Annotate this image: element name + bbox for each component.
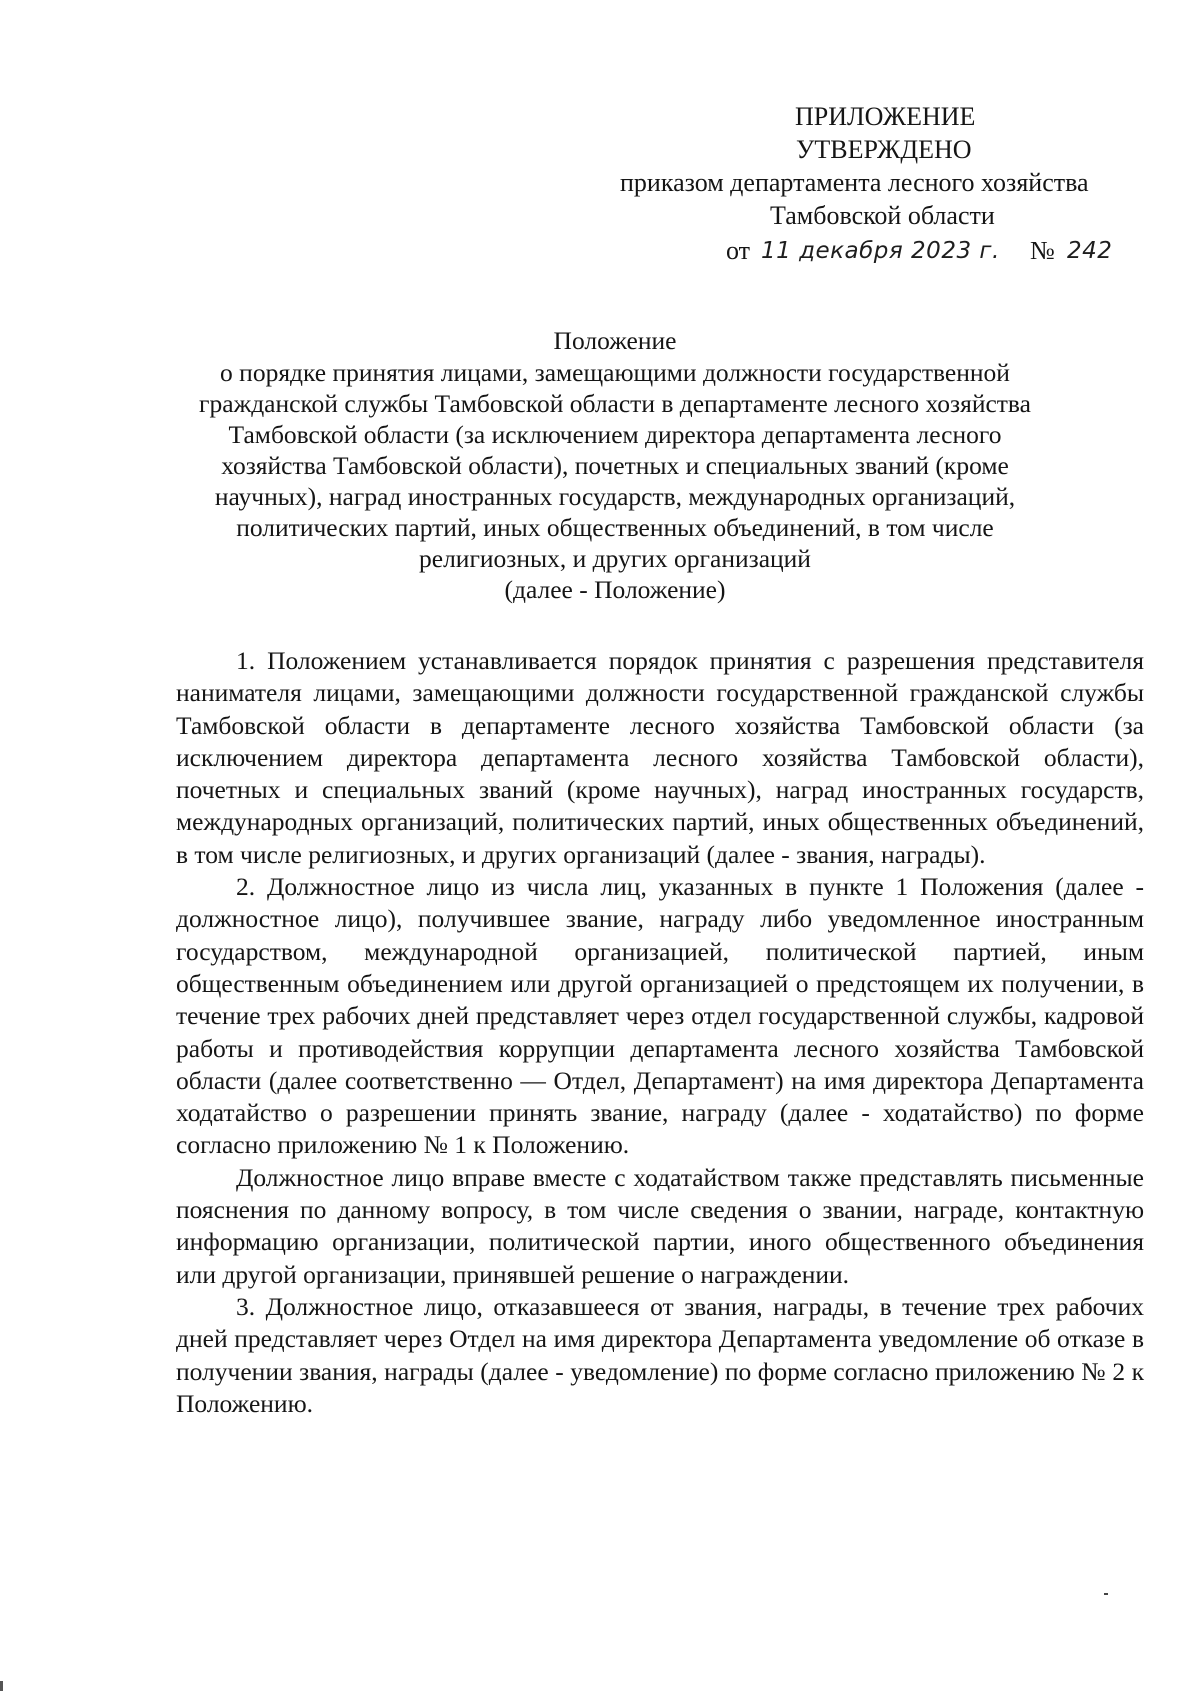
paragraph-2-continuation: Должностное лицо вправе вместе с ходатайством также представлять письменные пояснения по данному вопросу, в том числе сведения о звании, награде, контактную информацию организации, политической партии, иного общественного объединения или другой организации, принявшей решение о награждении. [176, 1162, 1144, 1289]
title-line: хозяйства Тамбовской области), почетных и специальных званий (кроме [221, 451, 1009, 480]
approval-order-line: приказом департамента лесного хозяйства [620, 168, 1089, 197]
scan-speck [1104, 1593, 1108, 1595]
title-line: Тамбовской области (за исключением директора департамента лесного [228, 420, 1002, 449]
approval-stamp [620, 100, 1140, 270]
approval-region-line: Тамбовской области [770, 201, 995, 230]
number-sign: № [1030, 236, 1055, 265]
title-line: (далее - Положение) [504, 575, 726, 604]
date-prefix: от [726, 236, 751, 265]
title-line: научных), наград иностранных государств, международных организаций, [214, 482, 1016, 511]
document-body [176, 645, 1144, 1420]
handwritten-date: 11 декабря 2023 г. [761, 238, 1000, 264]
document-title [170, 325, 1060, 605]
paragraph-2: 2. Должностное лицо из числа лиц, указанных в пункте 1 Положения (далее - должностное лицо), получившее звание, награду либо уведомленное иностранным государством, международной организацией, политической партией, иным общественным объединением или другой организацией о предстоящем их получении, в течение трех рабочих дней представляет через отдел государственной службы, кадровой работы и противодействия коррупции департамента лесного хозяйства Тамбовской области (далее соответственно — Отдел, Департамент) на имя директора Департамента ходатайство о разрешении принять звание, награду (далее - ходатайство) по форме согласно приложению № 1 к Положению. [176, 872, 1144, 1160]
title-line: политических партий, иных общественных объединений, в том числе [236, 513, 994, 542]
title-line: о порядке принятия лицами, замещающими должности государственной [220, 358, 1010, 387]
paragraph-3: 3. Должностное лицо, отказавшееся от звания, награды, в течение трех рабочих дней представляет через Отдел на имя директора Департамента уведомление об отказе в получении звания, награды (далее - уведомление) по форме согласно приложению № 2 к Положению. [176, 1291, 1144, 1418]
title-heading: Положение [553, 326, 677, 355]
handwritten-order-number: 242 [1067, 238, 1113, 264]
appendix-label: ПРИЛОЖЕНИЕ [795, 102, 976, 131]
title-line: религиозных, и других организаций [419, 544, 811, 573]
title-line: гражданской службы Тамбовской области в департаменте лесного хозяйства [199, 389, 1031, 418]
approval-date-number-line [620, 234, 1140, 270]
scan-edge-mark [0, 1681, 3, 1691]
approved-label: УТВЕРЖДЕНО [796, 135, 972, 164]
paragraph-1: 1. Положением устанавливается порядок принятия с разрешения представителя нанимателя лицами, замещающими должности государственной гражданской службы Тамбовской области в департаменте лесного хозяйства Тамбовской области (за исключением директора департамента лесного хозяйства Тамбовской области), почетных и специальных званий (кроме научных), наград иностранных государств, международных организаций, политических партий, иных общественных объединений, в том числе религиозных, и других организаций (далее - звания, награды). [176, 646, 1144, 869]
